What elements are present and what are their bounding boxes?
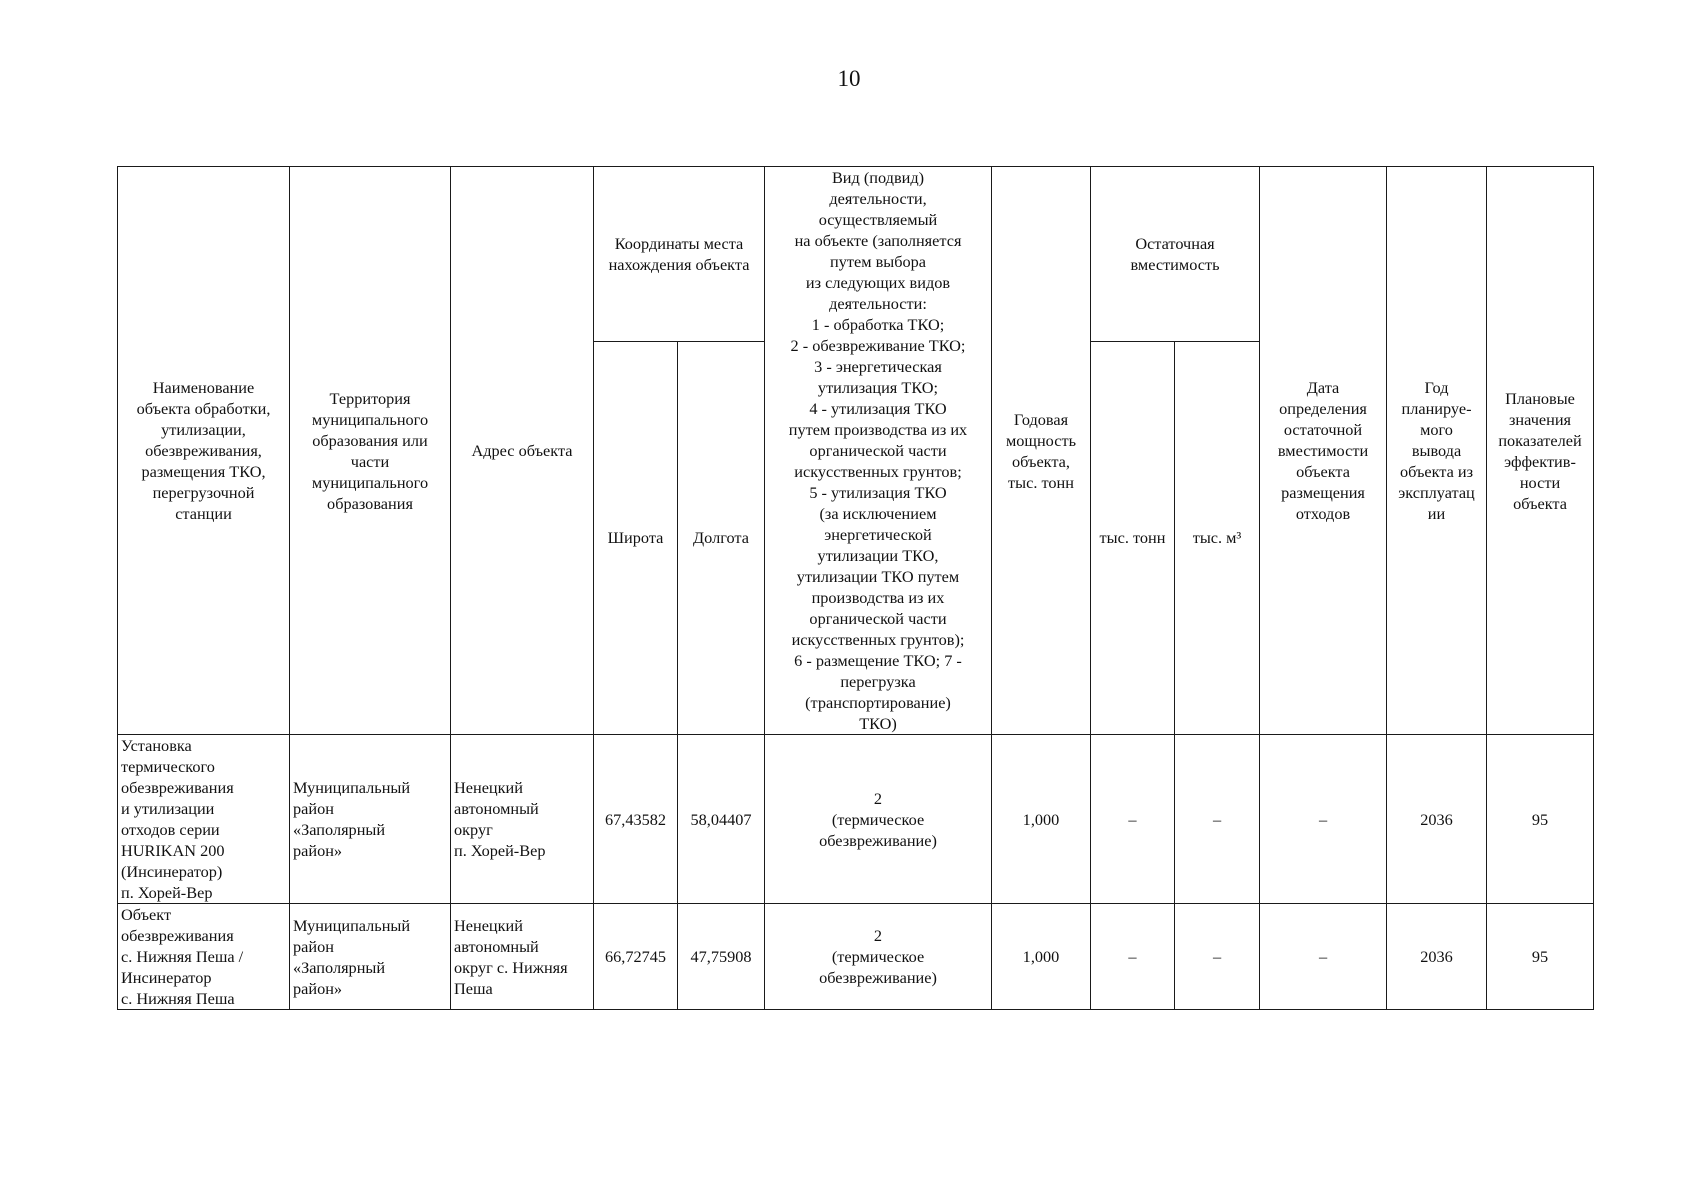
cell-territory: Муниципальный район «Заполярный район» — [290, 904, 451, 1010]
header-longitude: Долгота — [678, 341, 765, 734]
cell-residual-date: – — [1260, 904, 1387, 1010]
cell-address: Ненецкий автономный округ п. Хорей-Вер — [451, 735, 594, 904]
cell-residual-t: – — [1091, 735, 1175, 904]
header-latitude: Широта — [594, 341, 678, 734]
header-address: Адрес объекта — [451, 167, 594, 735]
cell-residual-t: – — [1091, 904, 1175, 1010]
table-row — [118, 735, 1594, 904]
cell-capacity: 1,000 — [992, 735, 1091, 904]
cell-capacity: 1,000 — [992, 904, 1091, 1010]
cell-year: 2036 — [1387, 904, 1487, 1010]
cell-territory: Муниципальный район «Заполярный район» — [290, 735, 451, 904]
cell-indicators: 95 — [1487, 735, 1594, 904]
header-activity: Вид (подвид) деятельности, осуществляемый на объекте (заполняется путем выбора из следующих видов деятельности: 1 - обработка ТКО; 2 - обезвреживание ТКО; 3 - энергетическая утилизация ТКО; 4 - утилизация ТКО путем производства из их органической части искусственных грунтов; 5 - утилизация ТКО (за исключением энергетической утилизации ТКО, утилизации ТКО путем производства из их органической части искусственных грунтов); 6 - размещение ТКО; 7 - перегрузка (транспортирование) ТКО) — [765, 167, 992, 735]
cell-name: Объект обезвреживания с. Нижняя Пеша / Инсинератор с. Нижняя Пеша — [118, 904, 290, 1010]
header-residual-t: тыс. тонн — [1091, 341, 1175, 734]
table-row — [118, 904, 1594, 1010]
cell-activity: 2 (термическое обезвреживание) — [765, 904, 992, 1010]
header-coordinates: Координаты места нахождения объекта — [594, 167, 765, 342]
header-residual-date: Дата определения остаточной вместимости объекта размещения отходов — [1260, 167, 1387, 735]
cell-year: 2036 — [1387, 735, 1487, 904]
cell-residual-m3: – — [1175, 904, 1260, 1010]
page-number: 10 — [837, 66, 861, 91]
cell-longitude: 58,04407 — [678, 735, 765, 904]
cell-residual-date: – — [1260, 735, 1387, 904]
header-territory: Территория муниципального образования или части муниципального образования — [290, 167, 451, 735]
cell-name: Установка термического обезвреживания и утилизации отходов серии HURIKAN 200 (Инсинератор) п. Хорей-Вер — [118, 735, 290, 904]
header-indicators: Плановые значения показателей эффектив- ности объекта — [1487, 167, 1594, 735]
waste-facilities-table — [117, 166, 1594, 1010]
cell-address: Ненецкий автономный округ с. Нижняя Пеша — [451, 904, 594, 1010]
header-residual-m3: тыс. м³ — [1175, 341, 1260, 734]
header-residual: Остаточная вместимость — [1091, 167, 1260, 342]
cell-activity: 2 (термическое обезвреживание) — [765, 735, 992, 904]
header-year: Год планируе- мого вывода объекта из эксплуатац ии — [1387, 167, 1487, 735]
cell-residual-m3: – — [1175, 735, 1260, 904]
header-capacity: Годовая мощность объекта, тыс. тонн — [992, 167, 1091, 735]
header-row — [118, 167, 1594, 342]
cell-latitude: 66,72745 — [594, 904, 678, 1010]
cell-longitude: 47,75908 — [678, 904, 765, 1010]
cell-indicators: 95 — [1487, 904, 1594, 1010]
cell-latitude: 67,43582 — [594, 735, 678, 904]
header-name: Наименование объекта обработки, утилизации, обезвреживания, размещения ТКО, перегрузочной станции — [118, 167, 290, 735]
